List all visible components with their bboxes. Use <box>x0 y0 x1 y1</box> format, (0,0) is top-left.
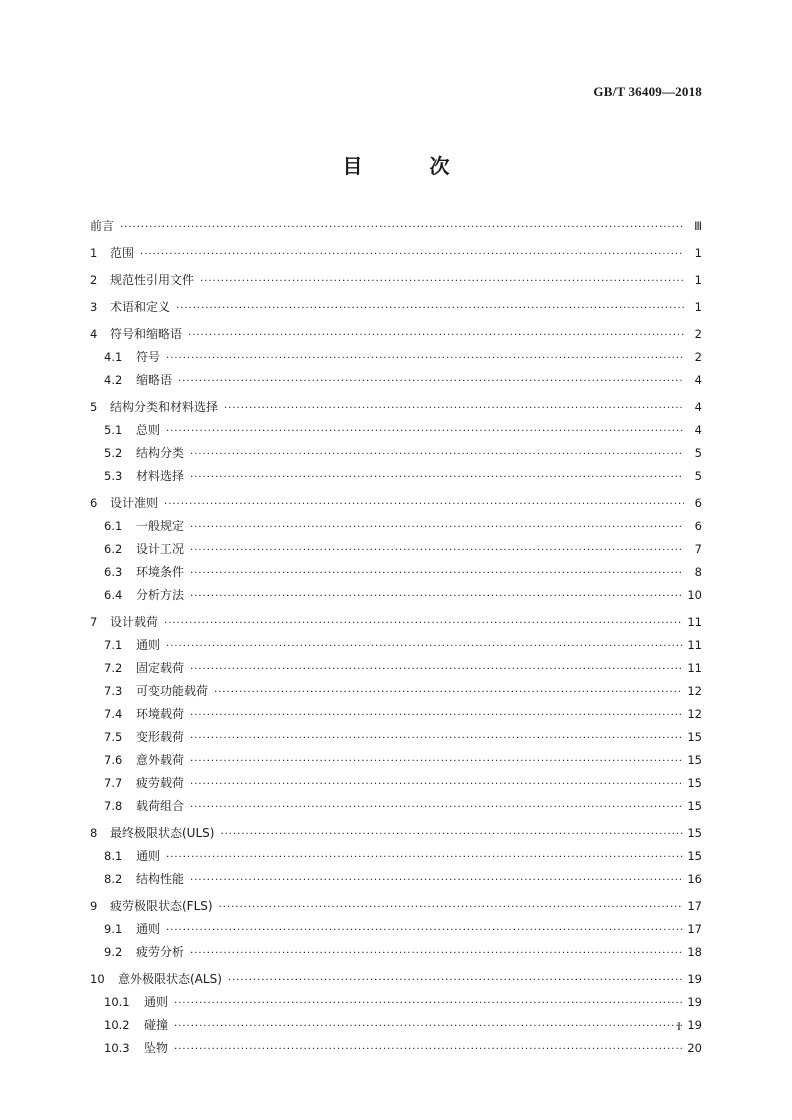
toc-entry-number: 4.1 <box>104 350 123 364</box>
toc-entry[interactable] <box>90 706 702 724</box>
toc-entry-title: 术语和定义 <box>110 300 171 314</box>
toc-entry-number: 7.1 <box>104 638 123 652</box>
toc-entry[interactable] <box>90 798 702 816</box>
dot-leader <box>190 777 683 793</box>
toc-entry-number: 9.2 <box>104 945 123 959</box>
toc-entry-title: 环境条件 <box>136 565 185 579</box>
toc-entry-title: 通则 <box>136 638 161 652</box>
toc-entry-title: 材料选择 <box>136 469 185 483</box>
toc-entry-title: 设计工况 <box>136 542 185 556</box>
toc-entry-page: 1 <box>694 273 702 287</box>
dot-leader <box>190 589 683 605</box>
dot-leader <box>219 900 684 916</box>
dot-leader <box>164 497 684 513</box>
toc-entry-title: 规范性引用文件 <box>110 273 195 287</box>
toc-entry-number: 9 <box>90 899 98 913</box>
toc-entry-page: 5 <box>694 446 702 460</box>
toc-entry-title: 可变功能载荷 <box>136 684 209 698</box>
toc-entry-page: 20 <box>687 1041 702 1055</box>
toc-entry-number: 6 <box>90 496 98 510</box>
toc-entry-number: 6.1 <box>104 519 123 533</box>
toc-entry-number: 2 <box>90 273 98 287</box>
toc-entry-title: 坠物 <box>144 1041 169 1055</box>
toc-entry[interactable] <box>90 495 702 513</box>
toc-entry-page: 15 <box>687 730 702 744</box>
toc-entry-title: 意外载荷 <box>136 753 185 767</box>
dot-leader <box>190 566 684 582</box>
toc-entry-page: 15 <box>687 799 702 813</box>
toc-entry-number: 6.4 <box>104 588 123 602</box>
toc-entry-number: 4 <box>90 327 98 341</box>
toc-entry[interactable] <box>90 614 702 632</box>
toc-entry-title: 最终极限状态(ULS) <box>110 826 215 840</box>
toc-entry-number: 10 <box>90 972 105 986</box>
toc-entry-title: 前言 <box>90 219 115 233</box>
dot-leader <box>224 401 684 417</box>
toc-entry-page: 19 <box>687 1018 702 1032</box>
toc-entry[interactable] <box>90 245 702 263</box>
toc-entry-page: 11 <box>687 615 702 629</box>
toc-entry[interactable] <box>90 871 702 889</box>
toc-entry-number: 8.1 <box>104 849 123 863</box>
toc-entry-title: 碰撞 <box>144 1018 169 1032</box>
toc-entry-page: 6 <box>694 519 702 533</box>
toc-entry[interactable] <box>90 326 702 344</box>
toc-entry-title: 环境载荷 <box>136 707 185 721</box>
dot-leader <box>200 274 684 290</box>
toc-entry-number: 5 <box>90 400 98 414</box>
toc-entry[interactable] <box>90 1040 702 1058</box>
toc-entry-page: 15 <box>687 753 702 767</box>
toc-entry-page: 11 <box>687 661 702 675</box>
dot-leader <box>190 520 684 536</box>
toc-entry-page: 4 <box>694 400 702 414</box>
dot-leader <box>174 1042 683 1058</box>
toc-entry[interactable] <box>90 564 702 582</box>
toc-entry-page: 12 <box>687 684 702 698</box>
toc-entry[interactable] <box>90 994 702 1012</box>
toc-entry-page: 11 <box>687 638 702 652</box>
toc-entry[interactable] <box>90 921 702 939</box>
toc-entry-title: 设计准则 <box>110 496 159 510</box>
toc-entry[interactable] <box>90 971 702 989</box>
dot-leader <box>174 1019 683 1035</box>
toc-entry-title: 通则 <box>136 849 161 863</box>
toc-entry-number: 3 <box>90 300 98 314</box>
toc-entry-page: 1 <box>694 300 702 314</box>
toc-entry-title: 结构性能 <box>136 872 185 886</box>
toc-entry[interactable] <box>90 775 702 793</box>
toc-entry[interactable] <box>90 587 702 605</box>
toc-entry-title: 设计载荷 <box>110 615 159 629</box>
toc-entry-number: 10.3 <box>104 1041 130 1055</box>
toc-entry-title: 分析方法 <box>136 588 185 602</box>
standard-code: GB/T 36409—2018 <box>593 84 702 99</box>
toc-entry-page: 19 <box>687 972 702 986</box>
toc-entry-number: 8 <box>90 826 98 840</box>
toc-entry-number: 4.2 <box>104 373 123 387</box>
toc-entry-page: 8 <box>694 565 702 579</box>
toc-entry[interactable] <box>90 825 702 843</box>
dot-leader <box>164 616 683 632</box>
toc-entry-title: 符号和缩略语 <box>110 327 183 341</box>
toc-entry-title: 一般规定 <box>136 519 185 533</box>
dot-leader <box>176 301 684 317</box>
toc-entry-number: 7.4 <box>104 707 123 721</box>
toc-entry-number: 7.2 <box>104 661 123 675</box>
toc-entry-number: 7.6 <box>104 753 123 767</box>
toc-entry-number: 8.2 <box>104 872 123 886</box>
dot-leader <box>166 850 683 866</box>
toc-entry-number: 7 <box>90 615 98 629</box>
toc-entry-title: 通则 <box>136 922 161 936</box>
toc-entry-title: 总则 <box>136 423 161 437</box>
toc-entry-number: 9.1 <box>104 922 123 936</box>
toc-entry-title: 通则 <box>144 995 169 1009</box>
dot-leader <box>190 731 683 747</box>
dot-leader <box>190 708 683 724</box>
toc-entry-page: Ⅲ <box>694 219 702 233</box>
toc-entry[interactable] <box>90 944 702 962</box>
toc-entry[interactable] <box>90 683 702 701</box>
toc-entry-title: 范围 <box>110 246 135 260</box>
toc-entry-number: 5.2 <box>104 446 123 460</box>
dot-leader <box>190 946 683 962</box>
table-of-contents <box>90 218 702 1058</box>
toc-entry-title: 固定载荷 <box>136 661 185 675</box>
toc-entry-number: 7.5 <box>104 730 123 744</box>
toc-entry[interactable] <box>90 349 702 367</box>
toc-entry-page: 15 <box>687 776 702 790</box>
toc-entry[interactable] <box>90 660 702 678</box>
toc-entry-page: 17 <box>687 899 702 913</box>
toc-entry-title: 意外极限状态(ALS) <box>118 972 222 986</box>
toc-entry-title: 疲劳分析 <box>136 945 185 959</box>
toc-entry-number: 10.1 <box>104 995 130 1009</box>
toc-entry-title: 疲劳极限状态(FLS) <box>110 899 213 913</box>
dot-leader <box>214 685 683 701</box>
toc-entry[interactable] <box>90 422 702 440</box>
toc-entry-page: 2 <box>694 350 702 364</box>
dot-leader <box>166 424 684 440</box>
toc-entry-title: 疲劳载荷 <box>136 776 185 790</box>
toc-entry-number: 5.3 <box>104 469 123 483</box>
toc-entry[interactable] <box>90 218 702 236</box>
dot-leader <box>120 220 684 236</box>
dot-leader <box>174 996 683 1012</box>
dot-leader <box>190 754 683 770</box>
toc-entry-number: 7.8 <box>104 799 123 813</box>
toc-entry-title: 变形载荷 <box>136 730 185 744</box>
toc-entry[interactable] <box>90 848 702 866</box>
toc-entry[interactable] <box>90 898 702 916</box>
toc-entry-page: 6 <box>694 496 702 510</box>
toc-entry-title: 载荷组合 <box>136 799 185 813</box>
toc-entry[interactable] <box>90 445 702 463</box>
dot-leader <box>166 923 683 939</box>
dot-leader <box>188 328 684 344</box>
toc-entry-number: 6.3 <box>104 565 123 579</box>
toc-entry-page: 17 <box>687 922 702 936</box>
dot-leader <box>190 447 684 463</box>
dot-leader <box>190 873 683 889</box>
toc-entry-page: 4 <box>694 423 702 437</box>
dot-leader <box>140 247 684 263</box>
toc-entry-page: 4 <box>694 373 702 387</box>
toc-entry[interactable] <box>90 272 702 290</box>
toc-entry-page: 19 <box>687 995 702 1009</box>
toc-entry-page: 15 <box>687 826 702 840</box>
toc-entry-page: 16 <box>687 872 702 886</box>
dot-leader <box>190 800 683 816</box>
dot-leader <box>166 351 684 367</box>
toc-entry-page: 5 <box>694 469 702 483</box>
toc-entry-page: 1 <box>694 246 702 260</box>
page-title: 目 次 <box>342 154 480 178</box>
page-number: I <box>677 1019 681 1033</box>
dot-leader <box>220 827 683 843</box>
toc-entry[interactable] <box>90 1017 702 1035</box>
toc-entry[interactable] <box>90 399 702 417</box>
toc-entry-page: 18 <box>687 945 702 959</box>
toc-entry-number: 10.2 <box>104 1018 130 1032</box>
dot-leader <box>190 543 684 559</box>
toc-entry-page: 10 <box>687 588 702 602</box>
toc-entry-page: 7 <box>694 542 702 556</box>
toc-entry[interactable] <box>90 372 702 390</box>
toc-entry-title: 结构分类 <box>136 446 185 460</box>
toc-entry-number: 7.3 <box>104 684 123 698</box>
toc-entry-title: 缩略语 <box>136 373 173 387</box>
toc-entry[interactable] <box>90 518 702 536</box>
toc-entry-number: 7.7 <box>104 776 123 790</box>
toc-entry-number: 1 <box>90 246 98 260</box>
toc-entry[interactable] <box>90 299 702 317</box>
toc-entry-number: 6.2 <box>104 542 123 556</box>
dot-leader <box>178 374 684 390</box>
dot-leader <box>190 662 683 678</box>
toc-entry[interactable] <box>90 541 702 559</box>
dot-leader <box>228 973 683 989</box>
toc-entry-title: 符号 <box>136 350 161 364</box>
toc-entry[interactable] <box>90 468 702 486</box>
dot-leader <box>190 470 684 486</box>
toc-entry[interactable] <box>90 752 702 770</box>
toc-entry-page: 12 <box>687 707 702 721</box>
toc-entry[interactable] <box>90 729 702 747</box>
dot-leader <box>166 639 683 655</box>
toc-entry-title: 结构分类和材料选择 <box>110 400 219 414</box>
toc-entry[interactable] <box>90 637 702 655</box>
toc-entry-number: 5.1 <box>104 423 123 437</box>
toc-entry-page: 15 <box>687 849 702 863</box>
toc-entry-page: 2 <box>694 327 702 341</box>
